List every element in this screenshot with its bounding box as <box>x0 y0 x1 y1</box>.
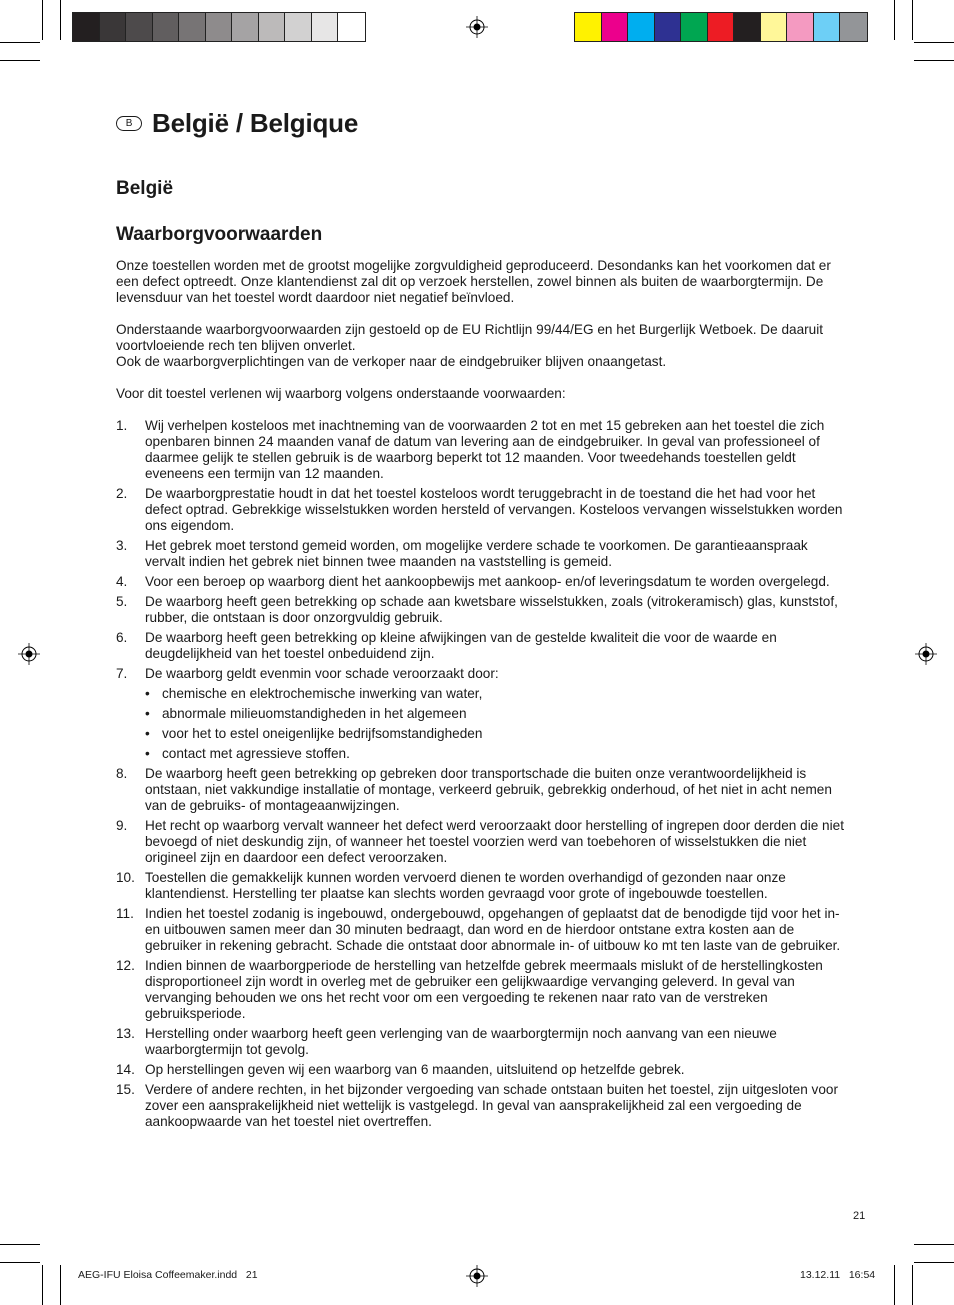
condition-item <box>116 958 844 1022</box>
warranty-conditions-list <box>116 418 844 1130</box>
process-swatch <box>734 13 761 41</box>
condition-text: Het recht op waarborg vervalt wanneer het defect werd veroorzaakt door herstelling of ingrepen door derden die niet bevoegd of niet deskundig zijn, of wanneer het toestel voorzien werd van toebehoren of wisselstukken die niet origineel zijn en daardoor een defect veroorzaken. <box>145 818 844 865</box>
process-swatch <box>602 13 629 41</box>
condition-number: 1. <box>116 418 128 433</box>
condition-item <box>116 418 844 482</box>
condition-text: Op herstellingen geven wij een waarborg van 6 maanden, uitsluitend op hetzelfde gebrek. <box>145 1062 685 1077</box>
condition-item <box>116 486 844 534</box>
page-title <box>116 108 358 139</box>
grey-swatch <box>100 13 127 41</box>
condition-item <box>116 766 844 814</box>
country-heading: België <box>116 178 174 199</box>
intro-paragraph-1: Onze toestellen worden met de grootst mogelijke zorgvuldigheid geproduceerd. Desondanks kan het voorkomen dat er een defect optreedt. Onze klantendienst zal dit op verzoek herstellen, zowel binnen als buiten de waarborgtermijn. De levensduur van het toestel wordt daardoor niet negatief beïnvloed. <box>116 258 831 305</box>
condition-text: De waarborgprestatie houdt in dat het toestel kosteloos wordt teruggebracht in de toestand die het had voor het defect optrad. Gebrekkige wisselstukken worden hersteld of vervangen. Kosteloos vervangen wisselstukken worden ons eigendom. <box>145 486 843 533</box>
condition-number: 6. <box>116 630 128 645</box>
condition-item <box>116 1062 844 1078</box>
bullet-icon: • <box>145 746 150 761</box>
bullet-icon: • <box>145 706 150 721</box>
condition-number: 10. <box>116 870 135 885</box>
process-swatch <box>787 13 814 41</box>
condition-text: De waarborg heeft geen betrekking op kleine afwijkingen van de gestelde kwaliteit die voor de waarde en deugdelijkheid van het toestel onbeduidend zijn. <box>145 630 777 661</box>
registration-mark-bottom-icon <box>466 1265 488 1287</box>
intro-paragraph-3: Voor dit toestel verlenen wij waarborg volgens onderstaande voorwaarden: <box>116 386 566 401</box>
slug-date-time: 13.12.11 16:54 <box>800 1269 876 1281</box>
condition-item <box>116 1026 844 1058</box>
condition-number: 3. <box>116 538 128 553</box>
crop-mark-bottom-left-v2 <box>60 1265 61 1305</box>
process-swatch <box>761 13 788 41</box>
crop-mark-top-left-v <box>42 0 43 40</box>
warranty-body <box>116 258 844 1134</box>
grey-swatch <box>232 13 259 41</box>
condition-number: 13. <box>116 1026 135 1041</box>
slug-file-name: AEG-IFU Eloisa Coffeemaker.indd 21 <box>78 1269 258 1281</box>
condition-number: 11. <box>116 906 134 921</box>
process-swatch <box>575 13 602 41</box>
grey-swatch <box>153 13 180 41</box>
condition-sub-item <box>145 686 844 702</box>
country-code-badge: B <box>116 116 142 131</box>
grey-swatch <box>179 13 206 41</box>
condition-item <box>116 594 844 626</box>
process-swatch <box>708 13 735 41</box>
condition-text: De waarborg heeft geen betrekking op schade aan kwetsbare wisselstukken, zoals (vitrokeramisch) glas, kunststof, rubber, die ontstaan is door onzorgvuldig gebruik. <box>145 594 838 625</box>
bullet-icon: • <box>145 726 150 741</box>
process-swatch <box>681 13 708 41</box>
condition-number: 4. <box>116 574 128 589</box>
condition-text: De waarborg heeft geen betrekking op gebreken door transportschade die buiten onze verantwoordelijkheid is ontstaan, niet vakkundige installatie of montage, verkeerd gebruik, gebrekkig onderhoud, of het niet in acht nemen van de gebruiks- of montageaanwijzingen. <box>145 766 832 813</box>
process-swatch <box>814 13 841 41</box>
crop-mark-bottom-right-h2 <box>914 1262 954 1263</box>
condition-text: Het gebrek moet terstond gemeid worden, om mogelijke verdere schade te voorkomen. De garantieaanspraak vervalt indien het gebrek niet binnen twee maanden na vaststelling is gemeid. <box>145 538 808 569</box>
condition-text: Indien het toestel zodanig is ingebouwd, ondergebouwd, opgehangen of geplaatst dat de benodigde tijd voor het in- en uitbouwen samen meer dan 30 minuten bedraagt, dan word en de hierdoor ontstane extra kosten aan de gebruiker in rekening gebracht. Schade die ontstaat door abnormale in- of uitbouw ko mt ten laste van de gebruiker. <box>145 906 841 953</box>
crop-mark-top-right-h <box>914 42 954 43</box>
crop-mark-bottom-right-h <box>914 1244 954 1245</box>
condition-sub-text: chemische en elektrochemische inwerking van water, <box>162 686 483 701</box>
condition-sub-text: voor het to estel oneigenlijke bedrijfsomstandigheden <box>162 726 483 741</box>
condition-sub-list <box>145 686 844 762</box>
condition-sub-text: abnormale milieuomstandigheden in het algemeen <box>162 706 467 721</box>
section-heading: Waarborgvoorwaarden <box>116 224 323 245</box>
condition-text: Herstelling onder waarborg heeft geen verlenging van de waarborgtermijn noch aanvang van een nieuwe waarborgtermijn tot gevolg. <box>145 1026 777 1057</box>
condition-item <box>116 538 844 570</box>
grey-swatch <box>126 13 153 41</box>
crop-mark-bottom-right-v2 <box>912 1265 913 1305</box>
condition-text: Voor een beroep op waarborg dient het aankoopbewijs met aankoop- en/of leveringsdatum te worden overgelegd. <box>145 574 830 589</box>
page-number: 21 <box>853 1210 866 1222</box>
condition-number: 8. <box>116 766 128 781</box>
condition-number: 2. <box>116 486 128 501</box>
intro-paragraph-2: Onderstaande waarborgvoorwaarden zijn gestoeld op de EU Richtlijn 99/44/EG en het Burgerlijk Wetboek. De daaruit voortvloeiende rech ten blijven onverlet. Ook de waarborgverplichtingen van de verkoper naar de eindgebruiker blijven onaangetast. <box>116 322 824 369</box>
condition-text: Wij verhelpen kosteloos met inachtneming van de voorwaarden 2 tot en met 15 gebreken aan het toestel die zich openbaren binnen 24 maanden vanaf de datum van levering aan de eindgebruiker. In geval van professioneel of daarmee gelijk te stellen gebruik is de waarborg beperkt tot 12 maanden. Voor tweedehands toestellen geldt eveneens een termijn van 12 maanden. <box>145 418 825 481</box>
crop-mark-top-left-h2 <box>0 60 40 61</box>
condition-item <box>116 818 844 866</box>
grey-swatch <box>338 13 365 41</box>
condition-item <box>116 1082 844 1130</box>
registration-mark-top-icon <box>466 16 488 38</box>
condition-item <box>116 630 844 662</box>
registration-mark-right-icon <box>915 643 937 665</box>
condition-item <box>116 906 844 954</box>
condition-sub-text: contact met agressieve stoffen. <box>162 746 350 761</box>
condition-sub-item <box>145 706 844 722</box>
process-swatch <box>655 13 682 41</box>
condition-number: 12. <box>116 958 135 973</box>
crop-mark-top-left-v2 <box>60 0 61 40</box>
condition-text: Verdere of andere rechten, in het bijzonder vergoeding van schade ontstaan buiten het toestel, zijn uitgesloten voor zover een aansprakelijkheid niet wettelijk is vastgelegd. In geval van aansprakelijkheid zal een vergoeding de aankoopwaarde van het toestel niet overtreffen. <box>145 1082 838 1129</box>
crop-mark-top-left-h <box>0 42 40 43</box>
crop-mark-top-right-h2 <box>914 60 954 61</box>
condition-number: 9. <box>116 818 128 833</box>
grey-swatch <box>206 13 233 41</box>
grey-swatch <box>73 13 100 41</box>
bullet-icon: • <box>145 686 150 701</box>
crop-mark-bottom-left-h <box>0 1244 40 1245</box>
crop-mark-bottom-left-h2 <box>0 1262 40 1263</box>
condition-sub-item <box>145 746 844 762</box>
crop-mark-bottom-right-v <box>894 1265 895 1305</box>
condition-item <box>116 870 844 902</box>
process-swatch <box>840 13 867 41</box>
page-title-text: België / Belgique <box>152 108 359 138</box>
condition-number: 14. <box>116 1062 135 1077</box>
registration-mark-left-icon <box>18 643 40 665</box>
process-color-bar <box>574 12 868 42</box>
condition-number: 15. <box>116 1082 135 1097</box>
crop-mark-top-right-v <box>894 0 895 40</box>
crop-mark-bottom-left-v <box>42 1265 43 1305</box>
condition-sub-item <box>145 726 844 742</box>
grey-swatch <box>285 13 312 41</box>
grey-swatch <box>259 13 286 41</box>
process-swatch <box>628 13 655 41</box>
grey-scale-color-bar <box>72 12 366 42</box>
condition-number: 7. <box>116 666 128 681</box>
condition-text: Toestellen die gemakkelijk kunnen worden vervoerd dienen te worden overhandigd of gezonden naar onze klantendienst. Herstelling ter plaatse kan slechts worden gevraagd voor grote of ingebouwde toestellen. <box>145 870 786 901</box>
condition-number: 5. <box>116 594 128 609</box>
condition-item <box>116 666 844 762</box>
condition-item <box>116 574 844 590</box>
crop-mark-top-right-v2 <box>912 0 913 40</box>
grey-swatch <box>312 13 339 41</box>
condition-text: Indien binnen de waarborgperiode de herstelling van hetzelfde gebrek meermaals mislukt of de herstellingkosten disproportioneel zijn wordt in overleg met de gebruiker een gelijkwaardige vervanging geleverd. In geval van vervanging behouden we ons het recht voor om een vergoeding te rekenen naar rato van de verstreken gebruiksperiode. <box>145 958 823 1021</box>
condition-text: De waarborg geldt evenmin voor schade veroorzaakt door: <box>145 666 499 681</box>
